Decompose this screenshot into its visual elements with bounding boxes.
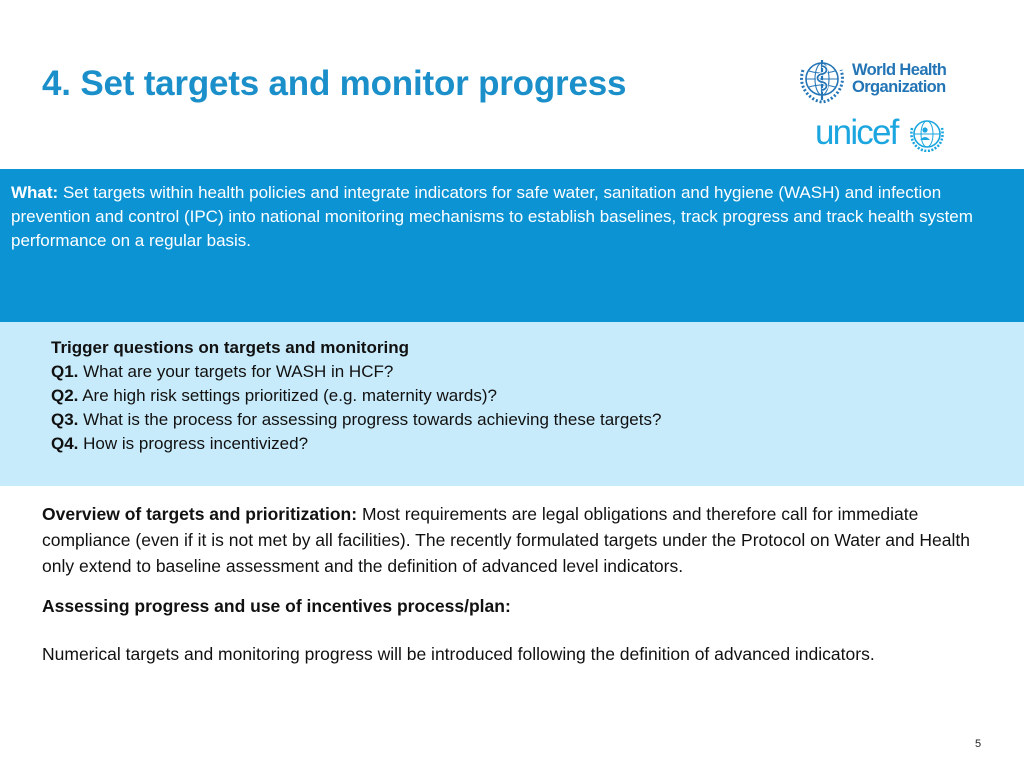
what-body: Set targets within health policies and integrate indicators for safe water, sanitation and hygiene (WASH) and infection prevention and control (IPC) into national monitoring mechanisms to establish baselines, track progress and track health system performance on a regular basis.: [11, 183, 973, 250]
trigger-questions: [51, 336, 661, 456]
question-item: [51, 360, 661, 384]
unicef-logo: [815, 113, 950, 153]
who-emblem-icon: [797, 56, 847, 106]
question-text: What are your targets for WASH in HCF?: [83, 362, 394, 381]
question-text: How is progress incentivized?: [83, 434, 309, 453]
question-label: Q2.: [51, 386, 79, 405]
overview-paragraph: [42, 501, 972, 579]
unicef-wordmark: unicef: [815, 113, 898, 152]
assessing-heading: Assessing progress and use of incentives process/plan:: [42, 596, 511, 616]
who-name: [852, 62, 952, 96]
what-label: What:: [11, 183, 59, 202]
overview-label: Overview of targets and prioritization:: [42, 504, 358, 524]
slide-title: 4. Set targets and monitor progress: [42, 64, 627, 103]
what-band: [0, 169, 1024, 322]
trigger-heading: Trigger questions on targets and monitoring: [51, 338, 409, 357]
question-label: Q1.: [51, 362, 79, 381]
question-label: Q3.: [51, 410, 79, 429]
body-section: [42, 501, 972, 667]
who-name-line2: Organization: [852, 78, 946, 96]
overview-text: Most requirements are legal obligations and therefore call for immediate compliance (even if it is not met by all facilities). The recently formulated targets under the Protocol on Water and Health only extend to baseline assessment and the definition of advanced level indicators.: [42, 504, 970, 576]
unicef-emblem-icon: [909, 116, 945, 152]
what-text: [11, 181, 1011, 253]
assessing-text: Numerical targets and monitoring progress will be introduced following the definition of advanced indicators.: [42, 644, 875, 664]
question-text: What is the process for assessing progress towards achieving these targets?: [83, 410, 662, 429]
page-number: 5: [975, 738, 982, 750]
question-label: Q4.: [51, 434, 79, 453]
question-item: [51, 408, 661, 432]
question-item: [51, 432, 661, 456]
who-name-line1: World Health: [852, 61, 947, 79]
question-text: Are high risk settings prioritized (e.g. maternity wards)?: [82, 386, 497, 405]
who-logo: [797, 56, 952, 108]
question-item: [51, 384, 661, 408]
trigger-questions-band: [0, 322, 1024, 486]
